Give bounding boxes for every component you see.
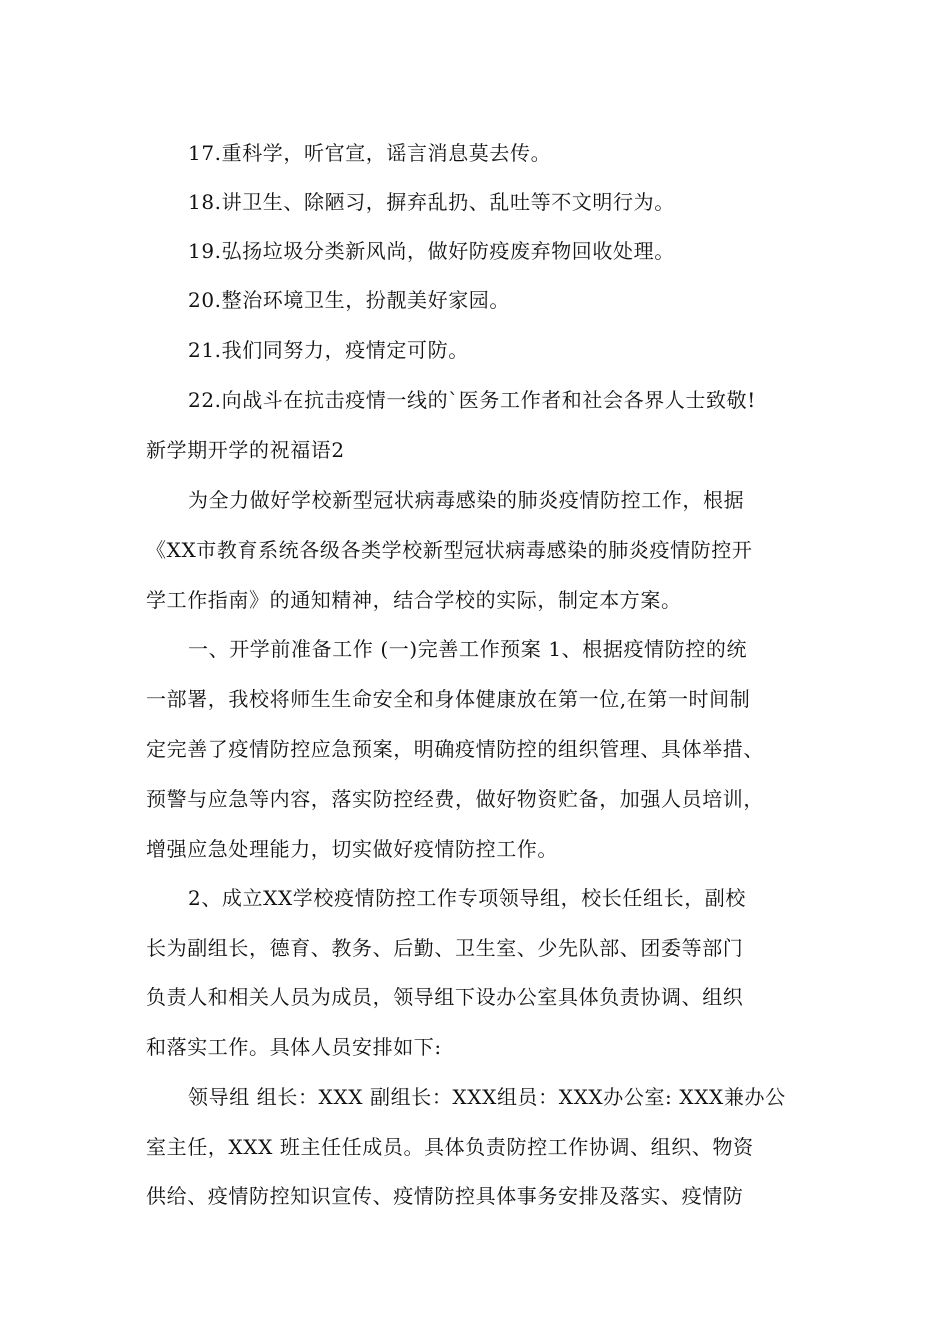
paragraph-line: 为全力做好学校新型冠状病毒感染的肺炎疫情防控工作，根据 [188, 488, 745, 512]
paragraph-line: 增强应急处理能力，切实做好疫情防控工作。 [146, 837, 558, 861]
paragraph-line: 领导组 组长：XXX 副组长：XXX组员：XXX办公室: XXX兼办公 [188, 1085, 786, 1109]
list-item-22: 22.向战斗在抗击疫情一线的`医务工作者和社会各界人士致敬! [188, 388, 756, 412]
paragraph-line: 负责人和相关人员为成员，领导组下设办公室具体负责协调、组织 [146, 985, 744, 1009]
paragraph-line: 2、成立XX学校疫情防控工作专项领导组，校长任组长，副校 [188, 886, 747, 910]
paragraph-line: 和落实工作。具体人员安排如下: [146, 1035, 442, 1059]
paragraph-line: 供给、疫情防控知识宣传、疫情防控具体事务安排及落实、疫情防 [146, 1184, 744, 1208]
paragraph-line: 定完善了疫情防控应急预案，明确疫情防控的组织管理、具体举措、 [146, 737, 764, 761]
list-item-21: 21.我们同努力，疫情定可防。 [188, 338, 469, 362]
paragraph-line: 一部署，我校将师生生命安全和身体健康放在第一位,在第一时间制 [146, 687, 751, 711]
list-item-19: 19.弘扬垃圾分类新风尚，做好防疫废弃物回收处理。 [188, 239, 675, 263]
paragraph-line: 预警与应急等内容，落实防控经费，做好物资贮备，加强人员培训， [146, 787, 764, 811]
paragraph-line: 学工作指南》的通知精神，结合学校的实际，制定本方案。 [146, 588, 682, 612]
paragraph-line: 室主任，XXX 班主任任成员。具体负责防控工作协调、组织、物资 [146, 1135, 754, 1159]
paragraph-line: 一、开学前准备工作 (一)完善工作预案 1、根据疫情防控的统 [188, 637, 748, 661]
section-heading: 新学期开学的祝福语2 [146, 438, 345, 462]
list-item-17: 17.重科学，听官宣，谣言消息莫去传。 [188, 141, 552, 165]
list-item-18: 18.讲卫生、除陋习，摒弃乱扔、乱吐等不文明行为。 [188, 190, 675, 214]
paragraph-line: 长为副组长，德育、教务、后勤、卫生室、少先队部、团委等部门 [146, 936, 744, 960]
paragraph-line: 《XX市教育系统各级各类学校新型冠状病毒感染的肺炎疫情防控开 [146, 538, 753, 562]
list-item-20: 20.整治环境卫生，扮靓美好家园。 [188, 288, 511, 312]
